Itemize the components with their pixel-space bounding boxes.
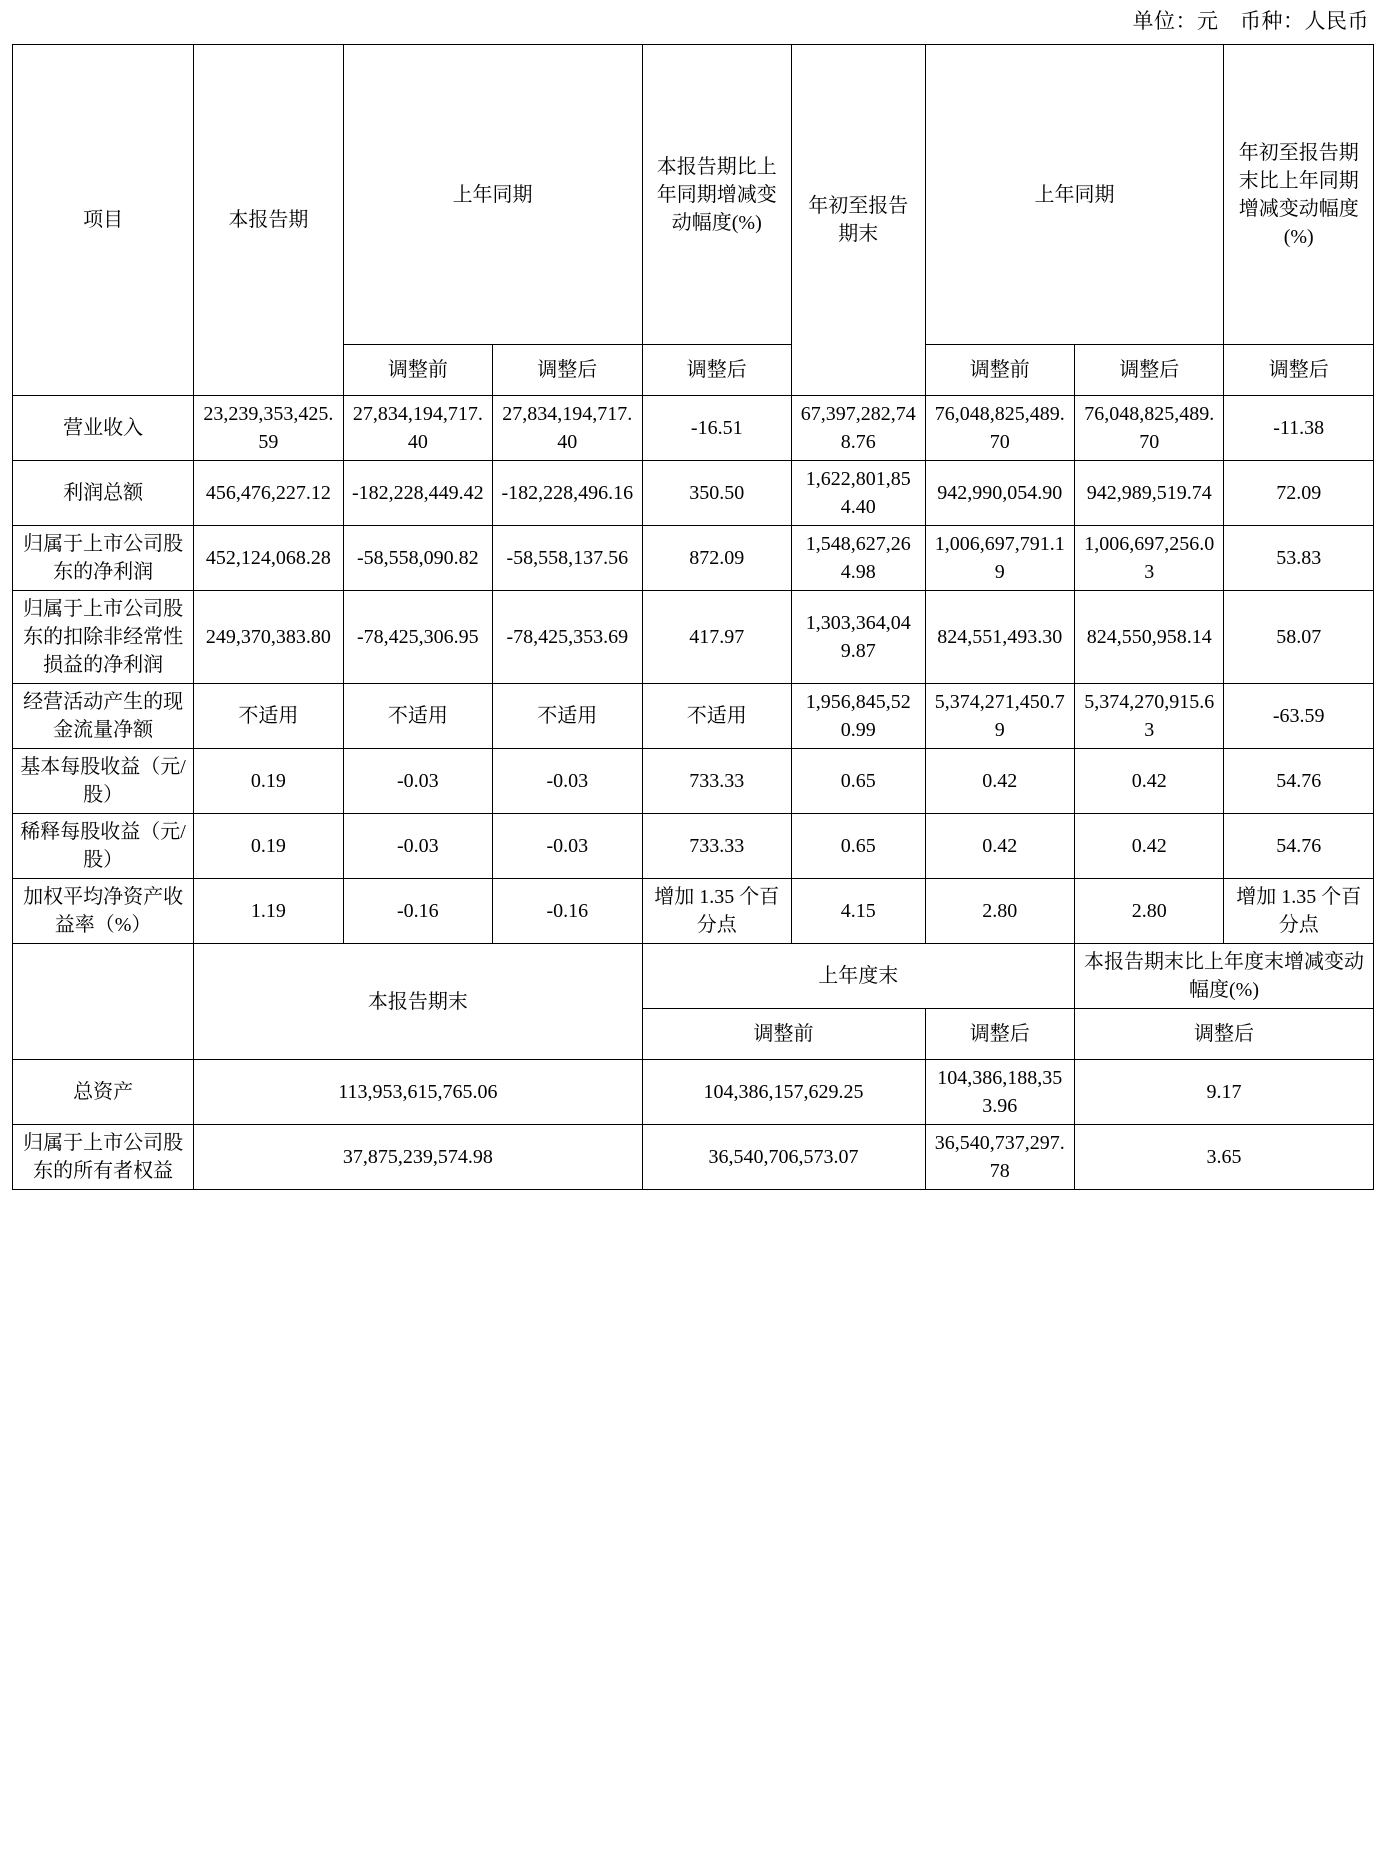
row-cell: 456,476,227.12 <box>194 461 343 526</box>
row-cell: 1,006,697,791.19 <box>925 526 1074 591</box>
row-cell: 0.65 <box>791 814 925 879</box>
row-cell: -11.38 <box>1224 396 1374 461</box>
row-cell: 2.80 <box>1075 879 1224 944</box>
bottom-header-row <box>13 944 1374 1009</box>
header-after-adjust-1: 调整后 <box>493 345 642 396</box>
row-cell: 53.83 <box>1224 526 1374 591</box>
row-cell: 1,006,697,256.03 <box>1075 526 1224 591</box>
row-cell: 824,550,958.14 <box>1075 591 1224 684</box>
row-cell: -58,558,090.82 <box>343 526 492 591</box>
row-cell: 54.76 <box>1224 749 1374 814</box>
row-label: 利润总额 <box>13 461 194 526</box>
row-cell: 5,374,271,450.79 <box>925 684 1074 749</box>
row-cell: 27,834,194,717.40 <box>493 396 642 461</box>
bottom-header-current-period-end: 本报告期末 <box>194 944 642 1060</box>
table-row <box>13 591 1374 684</box>
row-cell: 0.19 <box>194 749 343 814</box>
bottom-header-before-adjust: 调整前 <box>642 1009 925 1060</box>
header-item: 项目 <box>13 45 194 396</box>
row-cell: 104,386,188,353.96 <box>925 1060 1074 1125</box>
row-cell: 733.33 <box>642 814 791 879</box>
row-cell: 104,386,157,629.25 <box>642 1060 925 1125</box>
row-cell: 350.50 <box>642 461 791 526</box>
row-cell: -78,425,306.95 <box>343 591 492 684</box>
row-cell: 1.19 <box>194 879 343 944</box>
row-cell: 36,540,706,573.07 <box>642 1125 925 1190</box>
row-cell: 417.97 <box>642 591 791 684</box>
row-cell: 72.09 <box>1224 461 1374 526</box>
row-cell: 5,374,270,915.63 <box>1075 684 1224 749</box>
row-label: 归属于上市公司股东的净利润 <box>13 526 194 591</box>
row-cell: 76,048,825,489.70 <box>1075 396 1224 461</box>
unit-currency-line: 单位：元 币种：人民币 <box>1132 9 1369 33</box>
row-label: 基本每股收益（元/股） <box>13 749 194 814</box>
row-cell: -0.16 <box>493 879 642 944</box>
row-cell: 0.19 <box>194 814 343 879</box>
row-cell: 0.42 <box>925 814 1074 879</box>
bottom-header-prior-year-end: 上年度末 <box>642 944 1075 1009</box>
row-cell: 1,622,801,854.40 <box>791 461 925 526</box>
row-cell: -78,425,353.69 <box>493 591 642 684</box>
row-label: 加权平均净资产收益率（%） <box>13 879 194 944</box>
row-cell: 58.07 <box>1224 591 1374 684</box>
row-cell: -0.03 <box>343 749 492 814</box>
row-cell: 3.65 <box>1075 1125 1374 1190</box>
table-row <box>13 396 1374 461</box>
row-cell: 0.65 <box>791 749 925 814</box>
row-cell: -182,228,449.42 <box>343 461 492 526</box>
row-cell: 1,956,845,520.99 <box>791 684 925 749</box>
table-row <box>13 1060 1374 1125</box>
table-row <box>13 1125 1374 1190</box>
row-cell: 1,548,627,264.98 <box>791 526 925 591</box>
table-row <box>13 684 1374 749</box>
row-cell: 0.42 <box>1075 749 1224 814</box>
header-change-vs-prior-period: 本报告期比上年同期增减变动幅度(%) <box>642 45 791 345</box>
row-cell: 不适用 <box>343 684 492 749</box>
row-cell: 9.17 <box>1075 1060 1374 1125</box>
header-ytd-change-vs-prior: 年初至报告期末比上年同期增减变动幅度(%) <box>1224 45 1374 345</box>
row-cell: -58,558,137.56 <box>493 526 642 591</box>
table-header-row <box>13 45 1374 345</box>
row-cell: -0.03 <box>493 814 642 879</box>
row-cell: 0.42 <box>925 749 1074 814</box>
row-label: 营业收入 <box>13 396 194 461</box>
row-cell: 23,239,353,425.59 <box>194 396 343 461</box>
header-after-adjust-3: 调整后 <box>1075 345 1224 396</box>
row-cell: 37,875,239,574.98 <box>194 1125 642 1190</box>
header-after-adjust-2: 调整后 <box>642 345 791 396</box>
row-cell: 54.76 <box>1224 814 1374 879</box>
row-cell: -0.16 <box>343 879 492 944</box>
row-cell: 452,124,068.28 <box>194 526 343 591</box>
row-cell: -182,228,496.16 <box>493 461 642 526</box>
header-before-adjust-2: 调整前 <box>925 345 1074 396</box>
header-ytd-to-period-end: 年初至报告期末 <box>791 45 925 396</box>
header-current-period: 本报告期 <box>194 45 343 396</box>
financial-summary-table <box>12 44 1374 1190</box>
row-label: 总资产 <box>13 1060 194 1125</box>
bottom-header-after-adjust-2: 调整后 <box>1075 1009 1374 1060</box>
header-after-adjust-4: 调整后 <box>1224 345 1374 396</box>
row-cell: 增加 1.35 个百分点 <box>1224 879 1374 944</box>
row-cell: 2.80 <box>925 879 1074 944</box>
row-label: 归属于上市公司股东的所有者权益 <box>13 1125 194 1190</box>
table-row <box>13 879 1374 944</box>
bottom-header-blank <box>13 944 194 1060</box>
row-cell: -16.51 <box>642 396 791 461</box>
row-cell: 942,989,519.74 <box>1075 461 1224 526</box>
row-label: 经营活动产生的现金流量净额 <box>13 684 194 749</box>
table-row <box>13 749 1374 814</box>
row-cell: 733.33 <box>642 749 791 814</box>
row-cell: 27,834,194,717.40 <box>343 396 492 461</box>
row-cell: 36,540,737,297.78 <box>925 1125 1074 1190</box>
row-label: 稀释每股收益（元/股） <box>13 814 194 879</box>
table-row <box>13 461 1374 526</box>
row-cell: 不适用 <box>194 684 343 749</box>
row-cell: -0.03 <box>493 749 642 814</box>
row-cell: 113,953,615,765.06 <box>194 1060 642 1125</box>
row-cell: 增加 1.35 个百分点 <box>642 879 791 944</box>
row-cell: 1,303,364,049.87 <box>791 591 925 684</box>
row-cell: 不适用 <box>493 684 642 749</box>
header-prior-same-period: 上年同期 <box>343 45 642 345</box>
table-row <box>13 526 1374 591</box>
row-label: 归属于上市公司股东的扣除非经常性损益的净利润 <box>13 591 194 684</box>
row-cell: 不适用 <box>642 684 791 749</box>
bottom-header-change: 本报告期末比上年度末增减变动幅度(%) <box>1075 944 1374 1009</box>
header-before-adjust-1: 调整前 <box>343 345 492 396</box>
row-cell: 76,048,825,489.70 <box>925 396 1074 461</box>
row-cell: 872.09 <box>642 526 791 591</box>
header-prior-same-period-2: 上年同期 <box>925 45 1224 345</box>
row-cell: -63.59 <box>1224 684 1374 749</box>
row-cell: 0.42 <box>1075 814 1224 879</box>
row-cell: 942,990,054.90 <box>925 461 1074 526</box>
table-row <box>13 814 1374 879</box>
bottom-header-after-adjust: 调整后 <box>925 1009 1074 1060</box>
row-cell: 4.15 <box>791 879 925 944</box>
row-cell: -0.03 <box>343 814 492 879</box>
row-cell: 67,397,282,748.76 <box>791 396 925 461</box>
row-cell: 824,551,493.30 <box>925 591 1074 684</box>
row-cell: 249,370,383.80 <box>194 591 343 684</box>
